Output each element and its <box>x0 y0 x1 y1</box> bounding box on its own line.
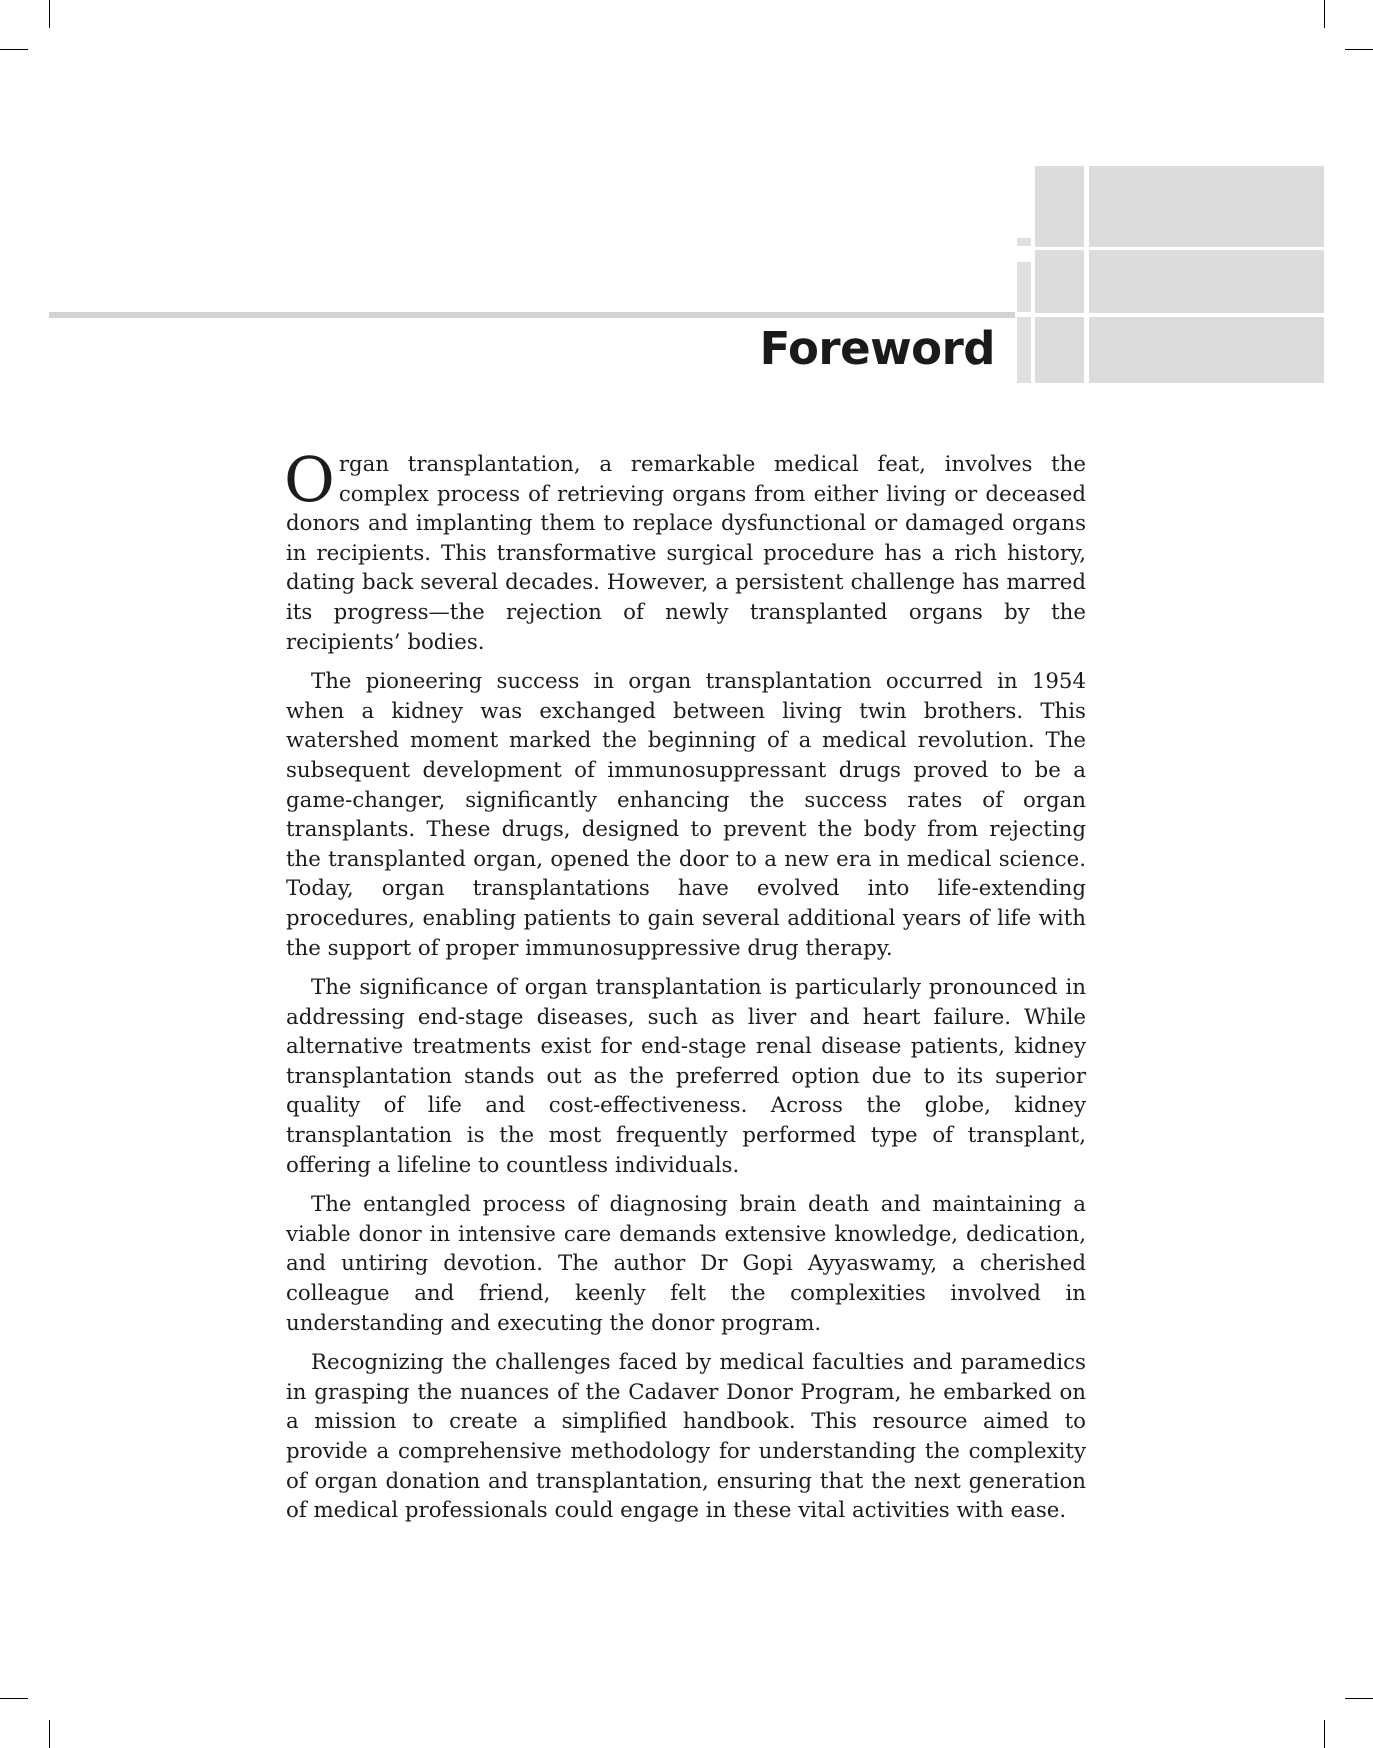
foreword-body <box>284 443 1086 1536</box>
paragraph: Recognizing the challenges faced by medical faculties and paramedics in grasping the nuances of the Cadaver Donor Program, he embarked on a mission to create a simplified handbook. This resource aimed to provide a comprehensive methodology for understanding the complexity of organ donation and transplantation, ensuring that the next generation of medical professionals could engage in these vital activities with ease. <box>286 1350 1086 1524</box>
paragraph: The pioneering success in organ transplantation occurred in 1954 when a kidney was exchanged between living twin brothers. This watershed moment marked the beginning of a medical revolution. The subsequent development of immunosuppressant drugs proved to be a game-changer, significantly enhancing the success rates of organ transplants. These drugs, designed to prevent the body from rejecting the transplanted organ, opened the door to a new era in medical science. Today, organ transplantations have evolved into life-extending procedures, enabling patients to gain several additional years of life with the support of proper immunosuppressive drug therapy. <box>286 669 1086 961</box>
ornament-strip <box>1017 317 1031 383</box>
crop-mark-top-right-vertical <box>1324 0 1325 28</box>
crop-mark-bottom-right-horizontal <box>1345 1698 1373 1699</box>
ornament-block <box>1035 166 1084 247</box>
ornament-strip <box>1017 238 1031 246</box>
crop-mark-bottom-right-vertical <box>1324 1720 1325 1748</box>
page-title: Foreword <box>759 322 995 375</box>
ornament-block <box>1089 250 1324 313</box>
ornament-block <box>1089 166 1324 247</box>
ornament-block <box>1035 250 1084 313</box>
drop-cap: O <box>284 443 335 516</box>
ornament-block <box>1089 317 1324 383</box>
crop-mark-bottom-left-horizontal <box>0 1698 28 1699</box>
paragraph <box>284 443 1086 657</box>
header-rule <box>49 312 1015 318</box>
paragraph-text: rgan transplantation, a remarkable medical feat, involves the complex process of retrieving organs from either living or deceased donors and implanting them to replace dysfunctional or damaged organs in recipients. This transformative surgical procedure has a rich history, dating back several decades. However, a persistent challenge has marred its progress—the rejection of newly transplanted organs by the recipients’ bodies. <box>286 452 1086 655</box>
crop-mark-top-left-horizontal <box>0 49 28 50</box>
crop-mark-bottom-left-vertical <box>49 1720 50 1748</box>
paragraph: The entangled process of diagnosing brain death and maintaining a viable donor in intensive care demands extensive knowledge, dedication, and untiring devotion. The author Dr Gopi Ayyaswamy, a cherished colleague and friend, keenly felt the complexities involved in understanding and executing the donor program. <box>286 1192 1086 1336</box>
crop-mark-top-right-horizontal <box>1345 49 1373 50</box>
crop-mark-top-left-vertical <box>49 0 50 28</box>
ornament-block <box>1035 317 1084 383</box>
paragraph: The significance of organ transplantation is particularly pronounced in addressing end-stage diseases, such as liver and heart failure. While alternative treatments exist for end-stage renal disease patients, kidney transplantation stands out as the preferred option due to its superior quality of life and cost-effectiveness. Across the globe, kidney transplantation is the most frequently performed type of transplant, offering a lifeline to countless individuals. <box>286 975 1086 1178</box>
ornament-strip <box>1017 262 1031 312</box>
